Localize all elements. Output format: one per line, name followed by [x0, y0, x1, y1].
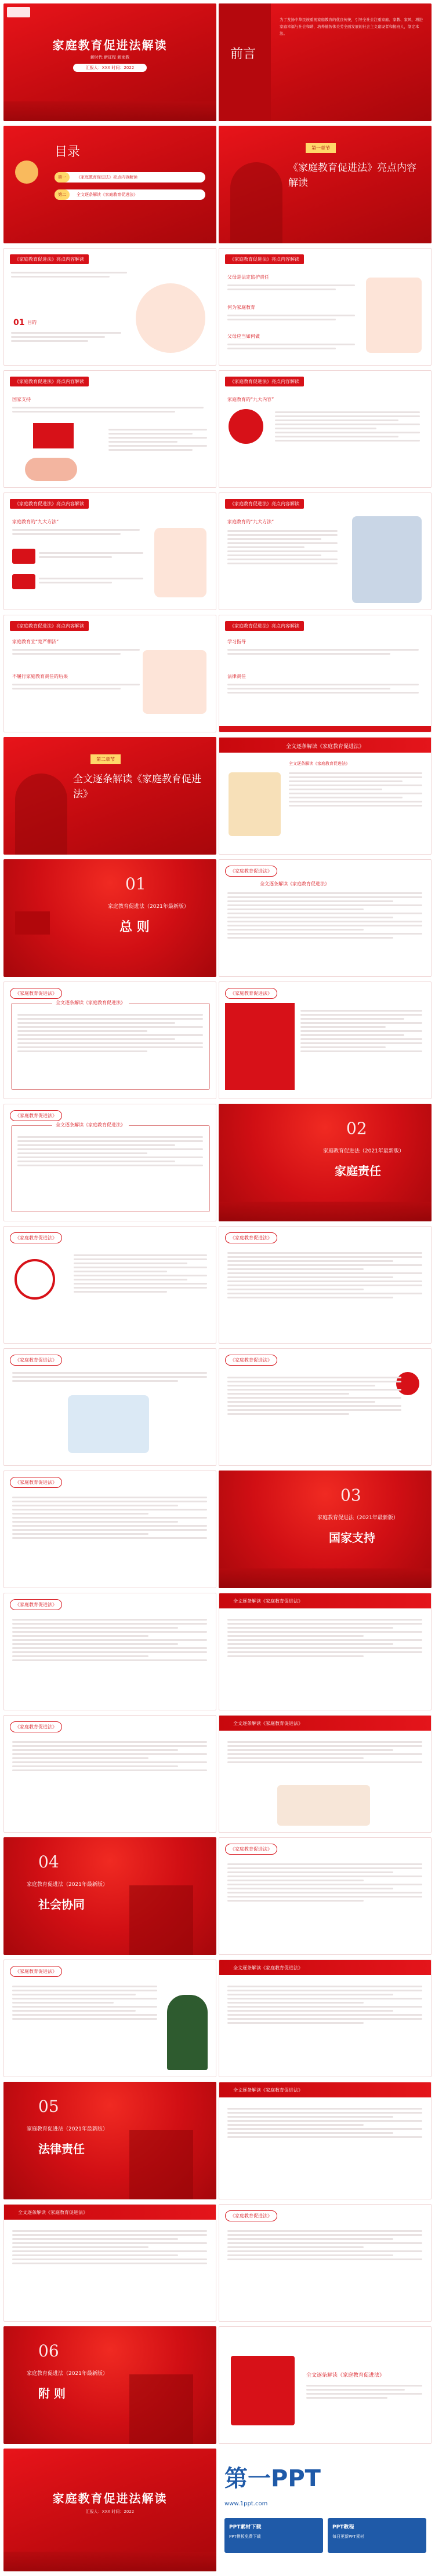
slide-content-3[interactable]: 《家庭教育促进法》	[219, 981, 432, 1099]
flag-circle-icon	[229, 409, 263, 444]
slide-cover[interactable]	[3, 3, 216, 121]
preface-text: 为了发扬中华民族重视家庭教育的优良传统，引导全社会注重家庭、家教、家风，增进家庭幸福与社会和谐，培养德智体美劳全面发展的社会主义建设者和接班人，制定本法。	[280, 17, 423, 36]
slide-highlight-1[interactable]: 《家庭教育促进法》亮点内容解读 01 目的	[3, 248, 216, 366]
slide-highlight-4[interactable]: 《家庭教育促进法》亮点内容解读 家庭教育的“九大内容”	[219, 370, 432, 488]
magnifier-icon	[14, 1259, 55, 1300]
highlight-label: 目的	[27, 320, 37, 325]
slide-content-2[interactable]: 《家庭教育促进法》 全文逐条解读《家庭教育促进法》	[3, 981, 216, 1099]
monument-silhouette	[15, 773, 67, 855]
slide-chapter2[interactable]	[3, 737, 216, 855]
flag-illustration	[33, 423, 74, 448]
tiananmen-silhouette	[3, 101, 216, 121]
highlight-num: 01	[13, 318, 25, 327]
slide-section-03[interactable]: 03 家庭教育促进法（2021年最新版） 国家支持	[219, 1471, 432, 1588]
cover-meta: 汇报人：XXX 时间：2022	[73, 64, 147, 72]
slide-content-6[interactable]: 《家庭教育促进法》	[219, 1226, 432, 1344]
party-logo	[7, 7, 30, 17]
cover-title: 家庭教育促进法解读	[52, 38, 168, 52]
family-illustration	[154, 528, 206, 597]
banner-col-2[interactable]: PPT教程 每日更新PPT素材	[328, 2518, 426, 2553]
site-url[interactable]: www.1ppt.com	[224, 2501, 268, 2507]
slide-section-05[interactable]: 05 家庭教育促进法（2021年最新版） 法律责任	[3, 2082, 216, 2199]
slide-content-15[interactable]: 《家庭教育促进法》	[3, 1960, 216, 2077]
flag-illustration	[15, 911, 50, 935]
slide-content-11[interactable]: 全文逐条解读《家庭教育促进法》	[219, 1593, 432, 1710]
tiananmen-silhouette	[129, 2130, 193, 2199]
students-illustration	[352, 516, 422, 603]
slide-content-16[interactable]: 全文逐条解读《家庭教育促进法》	[219, 1960, 432, 2077]
chapter1-tag: 第一章节	[306, 143, 336, 153]
fulltext-title: 全文逐条解读《家庭教育促进法》	[285, 744, 364, 750]
chapter2-title: 全文逐条解读《家庭教育促进法》	[73, 773, 201, 800]
slide-highlight-5[interactable]: 《家庭教育促进法》亮点内容解读 家庭教育的“九大方法”	[3, 492, 216, 610]
slide-content-4[interactable]: 《家庭教育促进法》 全文逐条解读《家庭教育促进法》	[3, 1104, 216, 1221]
slide-section-02[interactable]: 02 家庭教育促进法（2021年最新版） 家庭责任	[219, 1104, 432, 1221]
banner-col-1[interactable]: PPT素材下载 PPT模板免费下载	[224, 2518, 323, 2553]
slide-content-9[interactable]: 《家庭教育促进法》	[3, 1471, 216, 1588]
family-illustration	[366, 278, 422, 353]
soldier-illustration	[167, 1995, 208, 2070]
slide-content-13[interactable]: 全文逐条解读《家庭教育促进法》	[219, 1715, 432, 1833]
slide-content-14[interactable]: 《家庭教育促进法》	[219, 1837, 432, 1955]
watermark-banner	[219, 2449, 432, 2571]
students-illustration	[143, 650, 206, 714]
slide-toc[interactable]	[3, 126, 216, 243]
slide-highlight-6[interactable]: 《家庭教育促进法》亮点内容解读 家庭教育的“九大方法”	[219, 492, 432, 610]
gavel-illustration	[231, 2356, 295, 2425]
site-logo: 第一PPT	[224, 2465, 321, 2492]
slide-content-10[interactable]: 《家庭教育促进法》	[3, 1593, 216, 1710]
toc-title: 目录	[55, 145, 81, 159]
slide-content-12[interactable]: 《家庭教育促进法》	[3, 1715, 216, 1833]
book-illustration	[229, 772, 281, 836]
party-emblem-icon	[15, 160, 38, 184]
slide-highlight-3[interactable]: 《家庭教育促进法》亮点内容解读 国家支持	[3, 370, 216, 488]
monument-silhouette	[230, 162, 282, 243]
slide-content-17[interactable]: 全文逐条解读《家庭教育促进法》	[219, 2082, 432, 2199]
slide-content-18[interactable]: 全文逐条解读《家庭教育促进法》	[3, 2204, 216, 2322]
slide-content-19[interactable]: 《家庭教育促进法》	[219, 2204, 432, 2322]
slide-section-06[interactable]: 06 家庭教育促进法（2021年最新版） 附 则	[3, 2326, 216, 2444]
cover-subtitle: 新时代 新征程 新家教	[90, 55, 130, 60]
slide-section-01[interactable]: 01 家庭教育促进法（2021年最新版） 总 则	[3, 859, 216, 977]
students-mask-illustration	[68, 1395, 149, 1453]
slide-content-5[interactable]: 《家庭教育促进法》	[3, 1226, 216, 1344]
slide-content-1[interactable]: 《家庭教育促进法》 全文逐条解读《家庭教育促进法》	[219, 859, 432, 977]
slide-ending[interactable]	[3, 2449, 216, 2571]
people-illustration	[25, 458, 77, 481]
ending-title: 家庭教育促进法解读	[52, 2491, 168, 2505]
slide-highlight-2[interactable]: 《家庭教育促进法》亮点内容解读 父母是法定监护责任 何为家庭教育 父母应当如何做	[219, 248, 432, 366]
slide-content-7[interactable]: 《家庭教育促进法》	[3, 1348, 216, 1466]
toc-item-1[interactable]: 第一 《家庭教育促进法》亮点内容解读	[55, 172, 205, 183]
slide-content-20[interactable]: 全文逐条解读《家庭教育促进法》	[219, 2326, 432, 2444]
slide-fulltext[interactable]: 全文逐条解读《家庭教育促进法》 全文逐条解读《家庭教育促进法》	[219, 737, 432, 855]
tiananmen-silhouette	[129, 1885, 193, 1955]
chapter2-tag: 第二章节	[90, 754, 121, 764]
slide-highlight-8[interactable]: 《家庭教育促进法》亮点内容解读 学习指导 法律责任	[219, 615, 432, 732]
tiananmen-silhouette	[129, 2374, 193, 2444]
toc-item-2[interactable]: 第二 全文逐条解读《家庭教育促进法》	[55, 189, 205, 200]
family-illustration	[136, 283, 205, 353]
ending-sub: 汇报人：XXX 时间：2022	[85, 2509, 135, 2514]
slide-preface[interactable]	[219, 3, 432, 121]
slide-content-8[interactable]: 《家庭教育促进法》	[219, 1348, 432, 1466]
slide-chapter1[interactable]	[219, 126, 432, 243]
preface-label: 前言	[230, 47, 256, 61]
slide-highlight-7[interactable]: 《家庭教育促进法》亮点内容解读 家庭教育宜“宽严相济” 不履行家庭教育责任的后果	[3, 615, 216, 732]
chapter1-title: 《家庭教育促进法》亮点内容解读	[288, 162, 416, 189]
slide-section-04[interactable]: 04 家庭教育促进法（2021年最新版） 社会协同	[3, 1837, 216, 1955]
